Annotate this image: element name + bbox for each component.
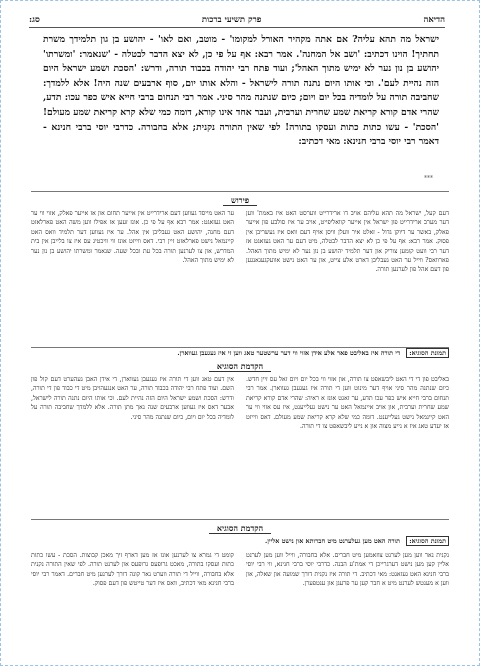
tsura-2-text: תורה האט מען געלערנט מיט חברותא און נישט אליין.	[265, 537, 401, 545]
section-2-right: באליבט פון די די האט ליבשאפט צו תורה, און אזוי ווי בכל יום ויום זאל עס זיין חדש. כיום שנתנה מהר סיני אויף דער מינוט ווען די תורה איז געגעבן געווארן. אמר רבי תנחום ברבי חייא איש כפר עכו תדע, ער זאגט אונז א ראיה: שהרי אדם קורא קריאת שמע שחרית וערבית, און אויב איינמאל האט ער נישט געלייענט, איז עס אזוי ווי ער האט קיינמאל נישט געלייענט. דומה כמי שלא קרא קריאת שמע מעולם. דאס ווייזט אז יעדע טאג איז א נייע מצוה און א נייע ליבשאפט צו די תורה.	[246, 376, 449, 431]
commentary-top	[31, 209, 449, 344]
commentary-bottom	[31, 551, 449, 651]
commentary-bottom-left: קומט די גמרא צו לערנען אונז אז מען דארף זיך מאכן קבוצות. הסכת - עשו כתות כתות ועסקו בתורה, מאכט גרופעס גרופעס און לערנט תורה. לפי שאין התורה נקנית אלא בחבורה, ווייל די תורה ווערט נאר קונה דורך לערנען מיט חברים. דאמר רבי יוסי ברבי חנינא מאי דכתיב, וואס איז דער טייטש פון דעם פסוק.	[31, 552, 234, 588]
tsura-2	[31, 537, 449, 546]
tsura-1-text: די תורה איז באליבט פאר אלע אידן אזוי ווי דער ערשטער טאג ווען זי איז געגעבן געווארן.	[177, 349, 401, 357]
gemara-note: ***	[424, 175, 433, 182]
commentary-top-right: דעם קעל, ישראל מה תהא עליהם אויב דו ארידרייט ווערסט האט איז באמת' ווען דער מערב ארידרייט פון ישראל אין אייער קוואליפייט, אויב ער איז סולבע פון אייער פאלק, באשר ער דיוקן גדול - זאלט איר וועלן וויסן אויף דעם וואס איז געשריבן אין פסוק. אמר רבא: אף על פי כן לא יצא הדבר לבטלה, מיט דעם ער האט געזאגט אז דער רבי וועט קומען צוריק און דער תלמיד יהושע בן נון נער לא ימיש מתוך האהל. פארוואס? ווייל ער האט געבליבן דארט אלע צייט, און ער האט נישט אוועקגעגאנגען פון דעם אהל פון לערנען תורה.	[246, 210, 449, 274]
section-2	[31, 375, 449, 515]
page-header	[29, 13, 445, 28]
tsura-1	[31, 349, 449, 358]
section-3-heading: הקדמת הסוגיא	[31, 523, 449, 533]
divider	[31, 519, 449, 520]
gemara-text-block	[43, 33, 439, 150]
section-2-left: אין דעם טאג ווען די תורה איז געגעבן געווארן, די אידן האבן געהערט דעם קול פון השם. ועוד פתח רבי יהודה בכבוד תורה, ער האט אנגעהויבן מיט די כבוד פון די תורה, ודרש: הסכת ושמע ישראל היום הזה נהיית לעם. וכי אותו היום נתנה תורה לישראל, אבער דאס איז געווען ארבעים שנה נאך מתן תורה. אלא ללמדך שחביבה תורה על לומדיה בכל יום ויום, כיום שנתנה מהר סיני.	[31, 376, 234, 421]
header-daf: סג:	[29, 14, 40, 25]
commentary-bottom-right: נקנית נאר ווען מען לערנט צוזאמען מיט חברים. אלא בחבורה, ווייל ווען מען לערנט אליין קען מען נישט דערגרייכן די אמת'ע הבנה. כדרבי יוסי ברבי חנינא, ווי רבי יוסי ברבי חנינא האט געזאגט: מאי דכתיב. די תורה איז נקנית דורך שמועה און שאלה, און ווען א מענטש לערנט מיט א חבר קען ער פרעגן און ענטפערן.	[246, 552, 449, 588]
commentary-top-left: ער האט מייסד געווען דעם ארידרייט אין אייער תחום און אז אייער פאלק, אזוי ווי ער האט געזאגט: אמר רבא אף על פי כן. אונז זעען אז אפילו ווען משה האט פארלאזט דעם מחנה, יהושע האט געבליבן אין אהל. ער איז געווען דער תלמיד וואס האט קיינמאל נישט פארלאזט זיין רבי. דאס ווייזט אונז ווי וויכטיג עס איז צו בלייבן אין בית המדרש, און צו לערנען תורה בכל עת ובכל שעה. שנאמר ומשרתו יהושע בן נון נער לא ימיש מתוך האהל.	[31, 210, 234, 265]
gemara-text: ישראל מה תהא עליה? אם אתה מקהיר האורל למקומו' - מוטב, ואם לאו' - יהושע בן גון תלמידך משרת תחתיך! הוינו דכתיב: 'ושב אל המחנה'. אמר רבא: אף על פי כן, לא יצא הדבר לבטלה - 'שנאמר: 'ומשרתו' יהושע בן נון נער לא ימיש מתוך האהל'; ועוד פתח רבי יהודה בכבוד תורה, ודרש: 'הסכת ושמע ישראל היום הזה נהיית לעם'. וכי אותו היום נתנה תורה לישראל - והלא אותו יום, סוף ארבעים שנה היה! אלא ללמדך: שחביבה תורה על לומדיה בכל יום ויום; כיום שנתנה מהר סיני. אמר רבי תנחום ברבי חייא איש כפר עכו: תדע, שהרי אדם קורא קריאת שמע שחרית וערבית, ועבר אחד אינו קורא, דומה כמי שלא קרא קריאת שמע מעולם! 'הסכת' - עשו כתות כתות ועסקו בתורה! לפי שאין התורה נקנית; אלא בחבורה. כדרבי יוסי ברבי חנינא - דאמר רבי יוסי ברבי חנינא: מאי דכתיב:	[43, 34, 439, 148]
header-chapter: פרק תשיעי ברכות	[201, 14, 262, 25]
commentary-heading: פירוש	[31, 195, 449, 205]
divider	[31, 347, 449, 348]
divider	[31, 191, 449, 192]
section-2-heading: הקדמת הסוגיא	[31, 361, 449, 371]
tsura-1-label: תמונת הסוגיא:	[406, 348, 449, 358]
tsura-2-label: תמונת הסוגיא:	[406, 536, 449, 546]
header-title: הדיאה	[423, 14, 445, 25]
